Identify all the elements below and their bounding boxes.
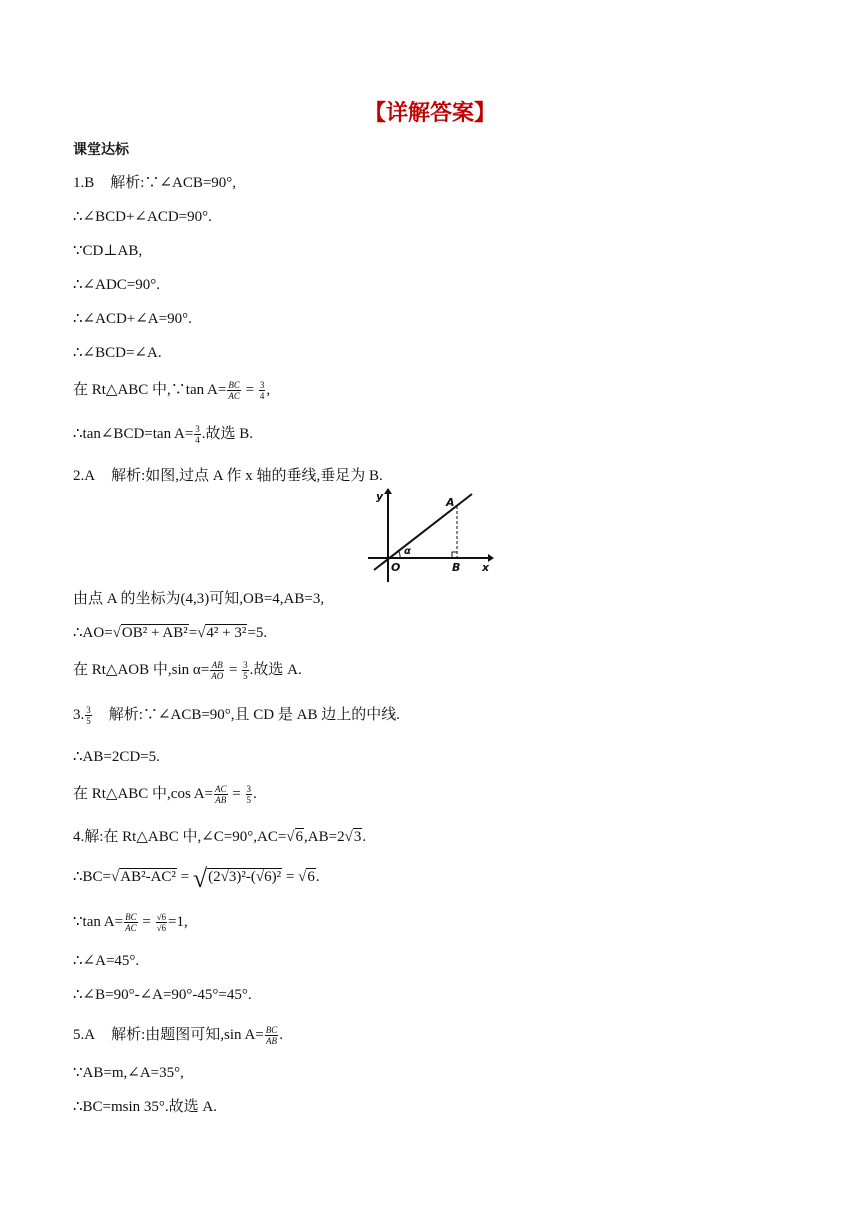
q1-line-2: ∴∠BCD+∠ACD=90°. [73,209,212,225]
q5-line-1 [73,1025,283,1046]
label-y: y [376,490,384,503]
fraction-3-4-b: $\frac{3}{4}$ [195,424,200,446]
fraction-3-5: $\frac{3}{5}$ [243,660,248,682]
q5-l1-text: 由题图可知,sin A= [145,1027,264,1043]
sqrt-big: √(2√3)²-(√6)² [192,864,282,893]
equals-sign: = [188,625,198,641]
q2-answer: 2.A [73,468,96,484]
fraction-3-4: $\frac{3}{4}$ [259,380,265,402]
equals-sign: = [232,786,241,802]
q2-line-1 [73,466,383,486]
sqrt-ob-ab: √OB² + AB² [112,625,188,641]
q2-l4-text: 在 Rt△AOB 中,sin α= [73,662,210,678]
q1-answer: 1.B [73,175,95,191]
q4-line-3 [73,912,188,933]
q5-l1-end: . [279,1027,284,1043]
q1-line-7 [73,380,270,401]
q1-l7-end: , [266,382,271,398]
equals-sign: = [142,914,151,930]
q2-line-3 [73,623,267,643]
q3-number: 3. [73,707,85,723]
q4-l3-text: ∵tan A= [73,914,124,930]
q2-line-2: 由点 A 的坐标为(4,3)可知,OB=4,AB=3, [73,591,325,607]
q3-line-2: ∴AB=2CD=5. [73,749,160,765]
q1-line-1 [73,173,236,193]
label-o: O [391,561,401,574]
q4-line-5: ∴∠B=90°-∠A=90°-45°=45°. [73,987,252,1003]
q2-line-4 [73,660,302,681]
equals-sign: = [176,869,193,885]
q4-l3-end: =1, [168,914,188,930]
q1-line-4: ∴∠ADC=90°. [73,277,160,293]
y-axis-arrow [384,488,392,494]
fraction-ab-ao: $\frac{AB}{AO}$ [211,660,224,682]
q1-l8-text: ∴tan∠BCD=tan A= [73,426,194,442]
q2-l3-end: =5. [247,625,268,641]
q4-l1-mid: ,AB=2 [304,829,345,845]
q2-label: 解析: [111,468,146,484]
q1-l7-text: 在 Rt△ABC 中,∵tan A= [73,382,227,398]
q1-text: ∵∠ACB=90°, [144,175,237,191]
label-x: x [482,561,490,574]
q5-answer: 5.A [73,1027,96,1043]
coordinate-figure [364,486,496,586]
sqrt-6-b: √6 [298,869,315,885]
q1-line-5: ∴∠ACD+∠A=90°. [73,311,192,327]
q4-l2-end: . [315,869,320,885]
equals-sign: = [228,662,238,678]
q3-line-3 [73,784,257,805]
q1-label: 解析: [110,175,145,191]
q4-line-1 [73,827,366,847]
fraction-ac-ab: $\frac{AC}{AB}$ [215,784,227,806]
label-b: B [452,561,461,574]
q4-line-4: ∴∠A=45°. [73,953,140,969]
fraction-bc-ab: $\frac{BC}{AB}$ [265,1025,278,1047]
q5-label: 解析: [111,1027,146,1043]
q5-line-3: ∴BC=msin 35°.故选 A. [73,1099,218,1115]
q2-l4-end: .故选 A. [249,662,302,678]
q3-text: ∵∠ACB=90°,且 CD 是 AB 边上的中线. [142,707,400,723]
q3-answer-fraction: $\frac{3}{5}$ [86,705,91,727]
q5-line-2: ∵AB=m,∠A=35°, [73,1065,184,1081]
sqrt-4-3: √4² + 3² [197,625,247,641]
sqrt-6: √6 [286,829,304,845]
q4-l1-text: 4.解:在 Rt△ABC 中,∠C=90°,AC= [73,829,287,845]
section-heading: 课堂达标 [73,142,129,158]
q1-line-6: ∴∠BCD=∠A. [73,345,162,361]
q1-line-3: ∵CD⊥AB, [73,243,143,259]
q3-line-1 [73,705,400,726]
label-a: A [446,496,455,509]
fraction-bc-ac-b: $\frac{BC}{AC}$ [125,912,137,934]
sqrt-ab-ac: √AB²-AC² [111,869,176,885]
equals-sign: = [245,382,255,398]
fraction-root6: $\frac{√6}{√6}$ [156,912,167,934]
equals-sign-2: = [282,869,299,885]
q4-l2-text: ∴BC= [73,869,112,885]
q2-l3-text: ∴AO= [73,625,113,641]
page-title: 【详解答案】 [363,101,496,126]
sqrt-3: √3 [344,829,362,845]
q3-l3-end: . [253,786,257,802]
fraction-3-5-b: $\frac{3}{5}$ [246,784,251,806]
q1-line-8 [73,424,253,445]
q1-l8-end: .故选 B. [201,426,254,442]
label-alpha: α [404,546,411,557]
q3-l3-text: 在 Rt△ABC 中,cos A= [73,786,214,802]
q4-l1-end: . [362,829,367,845]
q4-line-2 [73,864,320,893]
fraction-bc-ac: $\frac{BC}{AC}$ [228,380,240,402]
q2-text: 如图,过点 A 作 x 轴的垂线,垂足为 B. [145,468,383,484]
q3-label: 解析: [108,707,143,723]
